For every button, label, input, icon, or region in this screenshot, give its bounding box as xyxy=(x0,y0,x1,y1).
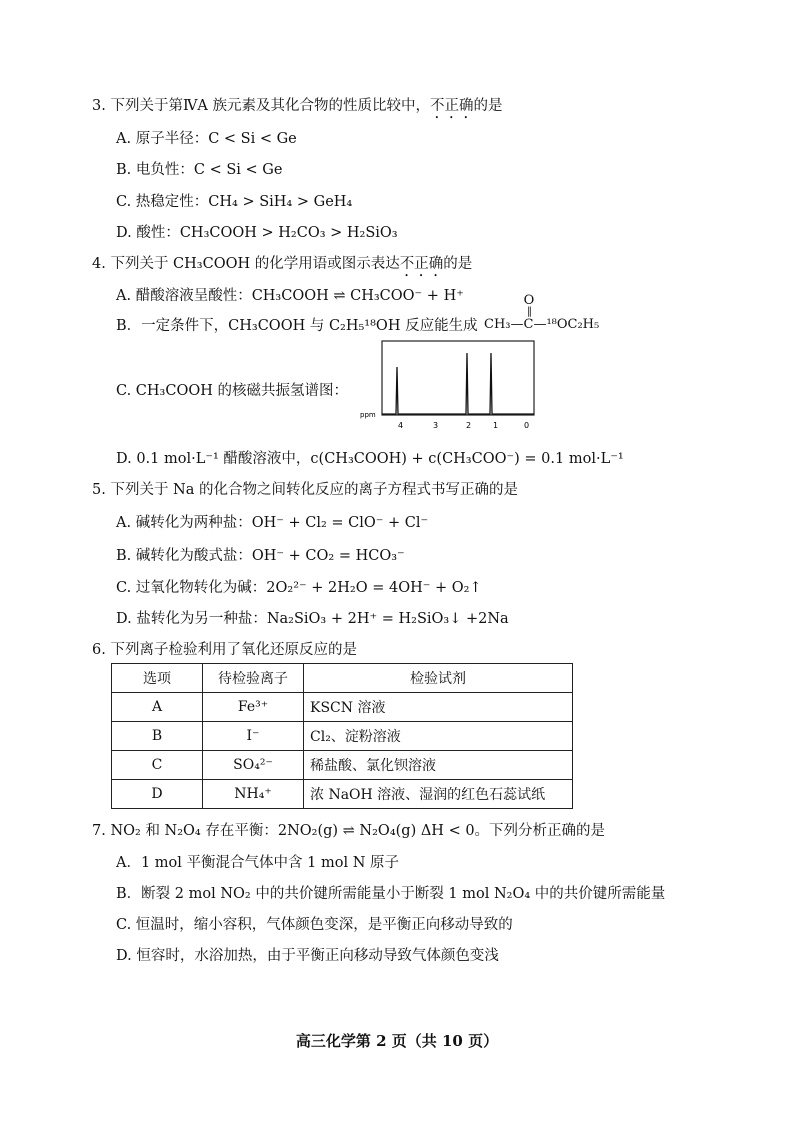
nmr-tick-1: 1 xyxy=(493,421,499,430)
table-cell: A xyxy=(112,693,203,722)
question-4-stem: 4. 下列关于 CH₃COOH 的化学用语或图示表达不正确的是 xyxy=(92,256,473,272)
question-7-option-d: D. 恒容时，水浴加热，由于平衡正向移动导致气体颜色变浅 xyxy=(116,948,499,964)
table-cell: KSCN 溶液 xyxy=(304,693,573,722)
nmr-tick-3: 3 xyxy=(433,421,439,430)
nmr-tick-0: 0 xyxy=(524,421,530,430)
table-cell: 稀盐酸、氯化钡溶液 xyxy=(304,751,573,780)
emphasis-not-correct: 不正确 xyxy=(399,256,444,272)
table-cell: Cl₂、淀粉溶液 xyxy=(304,722,573,751)
table-header-cell: 检验试剂 xyxy=(304,664,573,693)
table-cell: I⁻ xyxy=(203,722,304,751)
table-row xyxy=(112,751,573,780)
question-7-option-c: C. 恒温时，缩小容积，气体颜色变深，是平衡正向移动导致的 xyxy=(116,917,513,933)
page-footer: 高三化学第 2 页（共 10 页） xyxy=(295,1032,499,1050)
nmr-frame xyxy=(382,341,534,415)
emphasis-not-correct: 不正确 xyxy=(430,98,474,114)
question-5-option-d: D. 盐转化为另一种盐：Na₂SiO₃ + 2H⁺ = H₂SiO₃↓ +2Na xyxy=(116,611,509,627)
question-4-option-c: C. CH₃COOH 的核磁共振氢谱图： xyxy=(116,383,348,399)
nmr-spectrum xyxy=(360,337,540,433)
question-3-option-d: D. 酸性：CH₃COOH > H₂CO₃ > H₂SiO₃ xyxy=(116,225,398,241)
table-header-cell: 选项 xyxy=(112,664,203,693)
question-5-option-b: B. 碱转化为酸式盐：OH⁻ + CO₂ = HCO₃⁻ xyxy=(116,548,405,564)
question-3-option-a: A. 原子半径：C < Si < Ge xyxy=(116,131,297,147)
question-4-option-a: A. 醋酸溶液呈酸性：CH₃COOH ⇌ CH₃COO⁻ + H⁺ xyxy=(116,288,464,304)
table-cell: C xyxy=(112,751,203,780)
nmr-tick-2: 2 xyxy=(466,421,472,430)
table-cell: 浓 NaOH 溶液、湿润的红色石蕊试纸 xyxy=(304,780,573,809)
question-3-stem: 3. 下列关于第ⅣA 族元素及其化合物的性质比较中，不正确的是 xyxy=(92,98,503,114)
question-5-option-a: A. 碱转化为两种盐：OH⁻ + Cl₂ = ClO⁻ + Cl⁻ xyxy=(116,515,429,531)
table-cell: Fe³⁺ xyxy=(203,693,304,722)
table-cell: D xyxy=(112,780,203,809)
table-header-row xyxy=(112,664,573,693)
nmr-trace xyxy=(382,353,534,414)
nmr-tick-4: 4 xyxy=(398,421,404,430)
table-header-cell: 待检验离子 xyxy=(203,664,304,693)
carbonyl-oxygen: O xyxy=(523,293,535,308)
nmr-axis-unit: ppm xyxy=(360,411,376,419)
question-3-option-c: C. 热稳定性：CH₄ > SiH₄ > GeH₄ xyxy=(116,194,353,210)
ion-test-table xyxy=(111,663,573,809)
question-7-option-b: B．断裂 2 mol NO₂ 中的共价键所需能量小于断裂 1 mol N₂O₄ 中的共价键所需能量 xyxy=(116,886,666,902)
table-cell: B xyxy=(112,722,203,751)
question-4-option-d: D. 0.1 mol·L⁻¹ 醋酸溶液中，c(CH₃COOH) + c(CH₃COO⁻) = 0.1 mol·L⁻¹ xyxy=(116,451,624,467)
double-bond-mark: ‖ xyxy=(527,306,532,317)
table-cell: SO₄²⁻ xyxy=(203,751,304,780)
question-5-stem: 5. 下列关于 Na 的化合物之间转化反应的离子方程式书写正确的是 xyxy=(92,482,518,498)
question-4-option-b: B．一定条件下，CH₃COOH 与 C₂H₅¹⁸OH 反应能生成 xyxy=(116,318,478,334)
ester-structure: CH₃—C—¹⁸OC₂H₅ xyxy=(484,317,600,332)
table-cell: NH₄⁺ xyxy=(203,780,304,809)
table-row xyxy=(112,780,573,809)
question-6-stem: 6. 下列离子检验利用了氧化还原反应的是 xyxy=(92,642,357,658)
question-7-stem: 7. NO₂ 和 N₂O₄ 存在平衡：2NO₂(g) ⇌ N₂O₄(g) ΔH < 0。下列分析正确的是 xyxy=(92,823,606,839)
question-5-option-c: C. 过氧化物转化为碱：2O₂²⁻ + 2H₂O = 4OH⁻ + O₂↑ xyxy=(116,580,482,596)
question-3-option-b: B. 电负性：C < Si < Ge xyxy=(116,162,283,178)
table-row xyxy=(112,693,573,722)
question-7-option-a: A．1 mol 平衡混合气体中含 1 mol N 原子 xyxy=(116,855,399,871)
table-row xyxy=(112,722,573,751)
